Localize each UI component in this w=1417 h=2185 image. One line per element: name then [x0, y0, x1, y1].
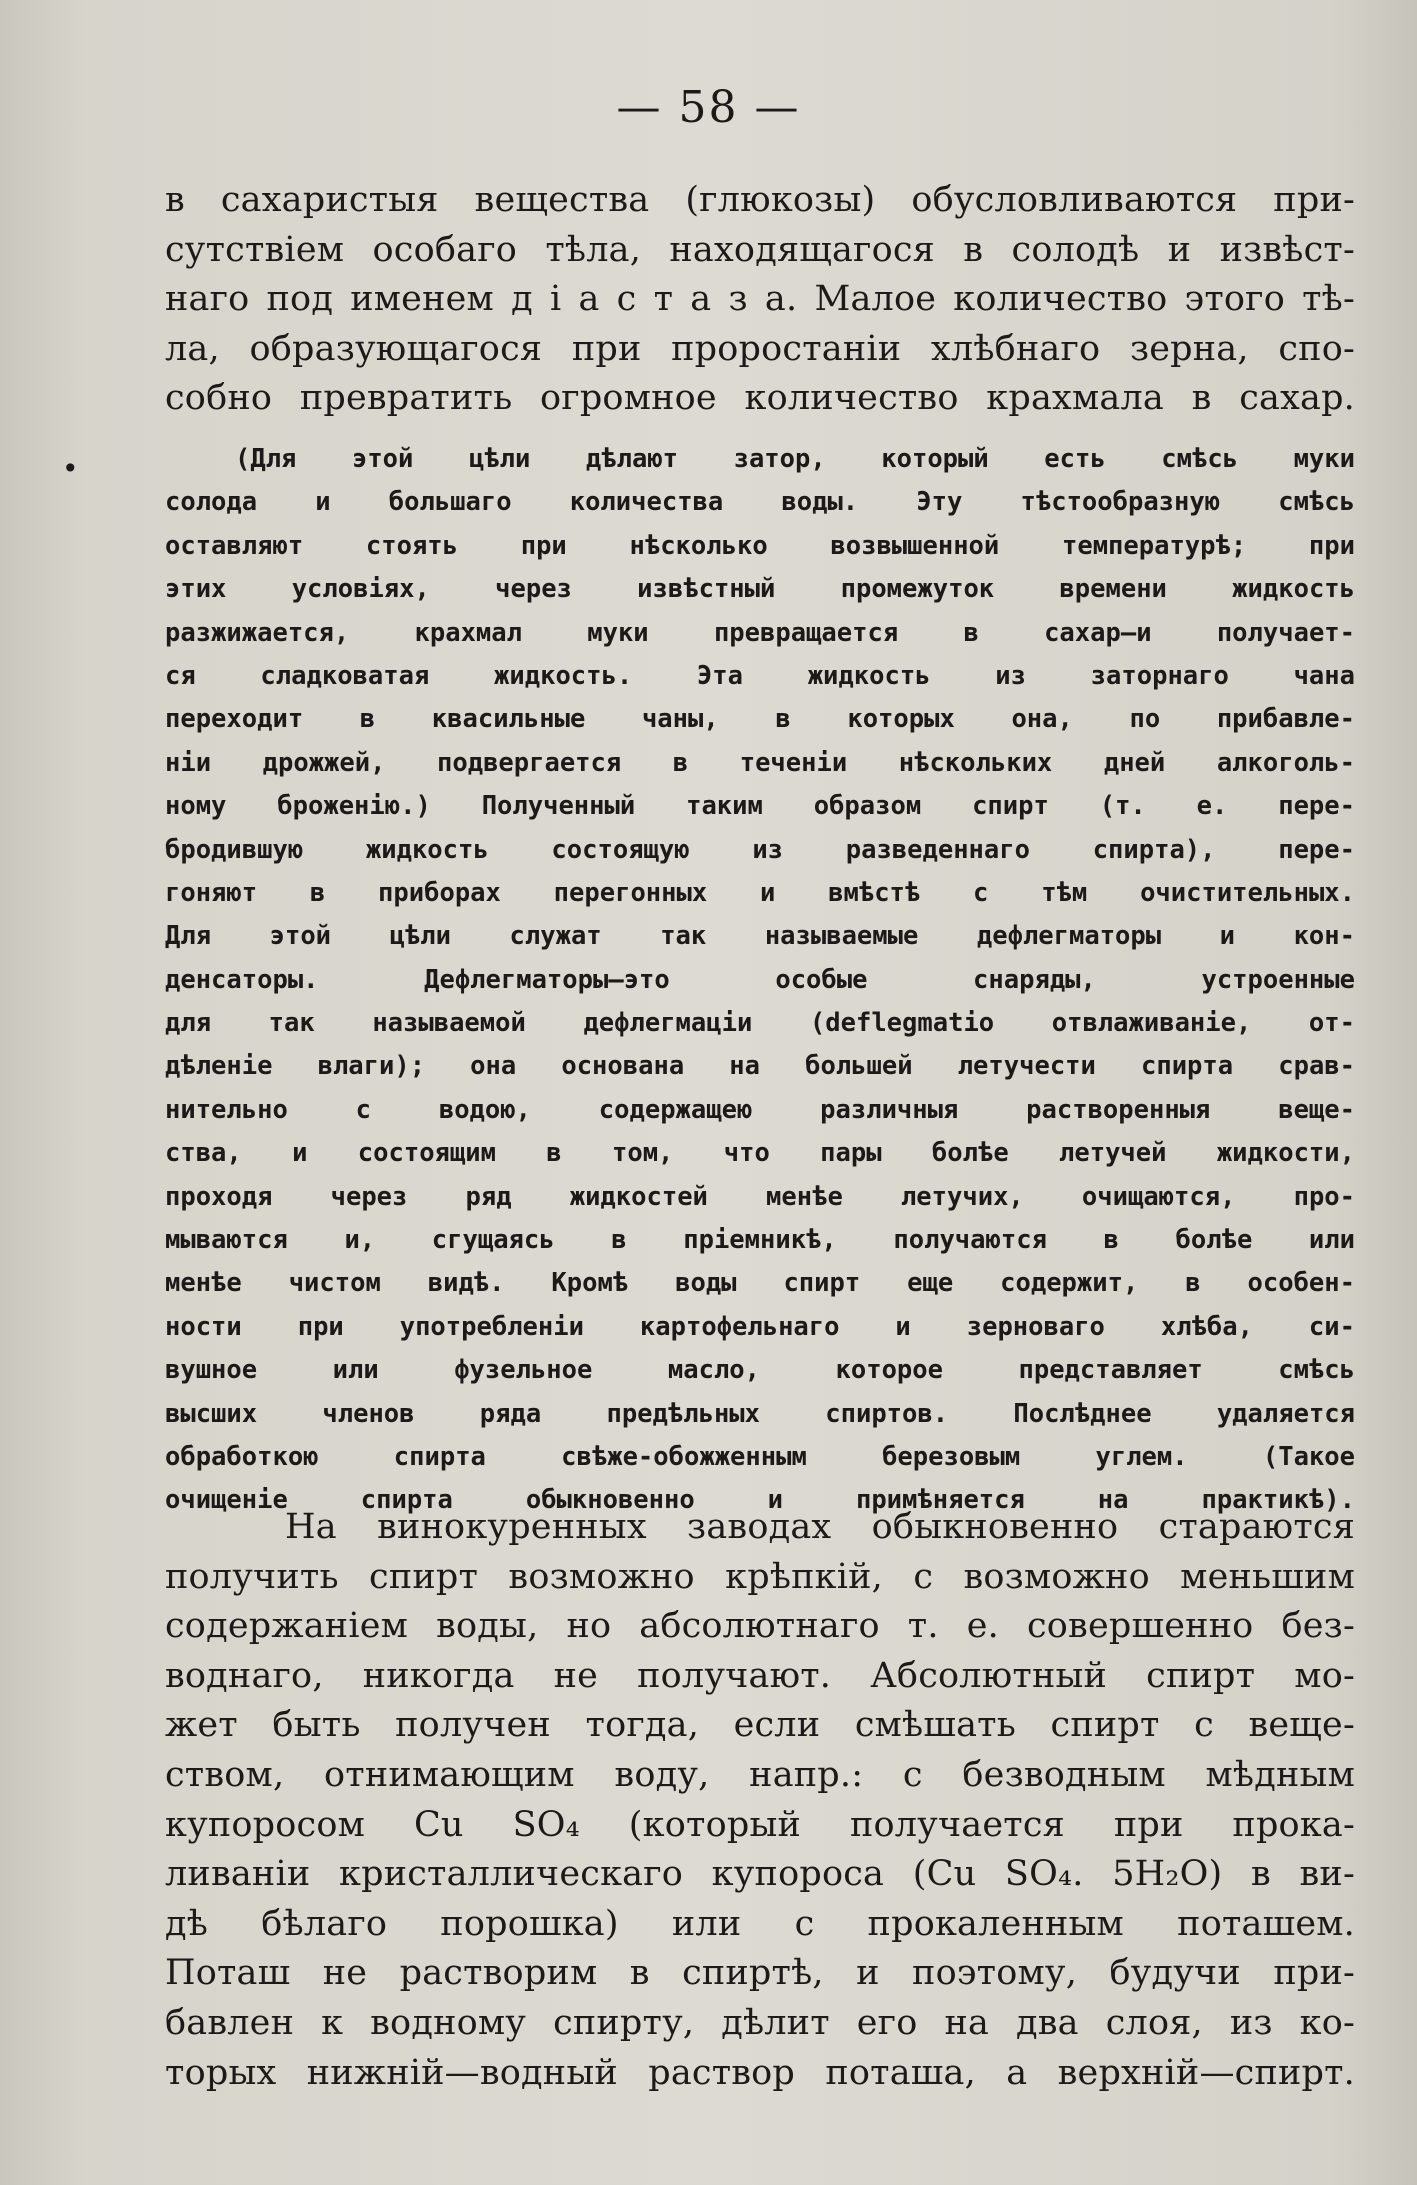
text-line: этих условіях, через извѣстный промежуток времени жидкость [165, 574, 1355, 605]
text-line: жет быть получен тогда, если смѣшать спирт с веще- [165, 1705, 1355, 1746]
text-line: собно превратить огромное количество крахмала в сахар. [165, 378, 1355, 419]
text-line: обработкою спирта свѣже-обожженным березовым углем. (Такое [165, 1441, 1355, 1472]
text-line: ла, образующагося при проростаніи хлѣбнаго зерна, спо- [165, 328, 1355, 369]
text-line: мываются и, сгущаясь в пріемникѣ, получаются в болѣе или [165, 1225, 1355, 1256]
text-line: нительно с водою, содержащею различныя растворенныя веще- [165, 1094, 1355, 1125]
text-line: в сахаристыя вещества (глюкозы) обусловливаются при- [165, 180, 1355, 220]
text-line: На винокуренных заводах обыкновенно стараются [285, 1507, 1355, 1547]
margin-mark: • [62, 452, 79, 485]
paragraph-1 [165, 176, 1355, 424]
text-line: очищеніе спирта обыкновенно и примѣняется на практикѣ). [165, 1485, 1355, 1516]
text-line: оставляют стоять при нѣсколько возвышенной температурѣ; при [165, 530, 1355, 561]
text-line: Поташ не растворим в спиртѣ, и поэтому, будучи при- [165, 1953, 1355, 1994]
text-line: ства, и состоящим в том, что пары болѣе летучей жидкости, [165, 1138, 1355, 1169]
text-line: (Для этой цѣли дѣлают затор, который есть смѣсь муки [235, 444, 1355, 474]
text-line: купоросом Cu SO₄ (который получается при прока- [165, 1804, 1355, 1845]
text-line: солода и большаго количества воды. Эту тѣстообразную смѣсь [165, 487, 1355, 518]
text-line: ніи дрожжей, подвергается в теченіи нѣскольких дней алкоголь- [165, 747, 1355, 778]
page-number: — 58 — [616, 82, 801, 133]
text-line: переходит в квасильные чаны, в которых она, по прибавле- [165, 704, 1355, 735]
text-line: гоняют в приборах перегонных и вмѣстѣ с тѣм очистительных. [165, 877, 1355, 908]
text-line: торых нижній—водный раствор поташа, а верхній—спирт. [165, 2052, 1355, 2093]
text-line: проходя через ряд жидкостей менѣе летучих, очищаются, про- [165, 1181, 1355, 1212]
text-line: дѣ бѣлаго порошка) или с прокаленным поташем. [165, 1903, 1355, 1944]
text-line: ливаніи кристаллическаго купороса (Cu SO₄. 5H₂O) в ви- [165, 1854, 1355, 1895]
text-line: наго под именем д і а с т а з а. Малое количество этого тѣ- [165, 279, 1355, 320]
text-line: сутствіем особаго тѣла, находящагося в солодѣ и извѣст- [165, 229, 1355, 270]
text-line: разжижается, крахмал муки превращается в сахар—и получает- [165, 617, 1355, 648]
text-line: воднаго, никогда не получают. Абсолютный спирт мо- [165, 1655, 1355, 1696]
text-line: высших членов ряда предѣльных спиртов. Послѣднее удаляется [165, 1398, 1355, 1429]
text-line: получить спирт возможно крѣпкій, с возможно меньшим [165, 1556, 1355, 1597]
paragraph-2-small-print [165, 438, 1355, 1523]
text-line: менѣе чистом видѣ. Кромѣ воды спирт еще содержит, в особен- [165, 1268, 1355, 1299]
text-line: содержаніем воды, но абсолютнаго т. е. совершенно без- [165, 1606, 1355, 1647]
text-line: бавлен к водному спирту, дѣлит его на два слоя, из ко- [165, 2002, 1355, 2043]
text-line: ся сладковатая жидкость. Эта жидкость из заторнаго чана [165, 660, 1355, 691]
text-line: дѣленіе влаги); она основана на большей летучести спирта срав- [165, 1051, 1355, 1082]
text-line: ности при употребленіи картофельнаго и зерноваго хлѣба, си- [165, 1311, 1355, 1342]
text-line: ному броженію.) Полученный таким образом спирт (т. е. пере- [165, 791, 1355, 822]
text-line: Для этой цѣли служат так называемые дефлегматоры и кон- [165, 921, 1355, 952]
paragraph-3 [165, 1503, 1355, 2098]
text-line: ством, отнимающим воду, напр.: с безводным мѣдным [165, 1754, 1355, 1795]
text-line: вушное или фузельное масло, которое представляет смѣсь [165, 1355, 1355, 1386]
text-line: денсаторы. Дефлегматоры—это особые снаряды, устроенные [165, 964, 1355, 995]
text-line: для так называемой дефлегмаціи (deflegmatio отвлаживаніе, от- [165, 1008, 1355, 1039]
text-line: бродившую жидкость состоящую из разведеннаго спирта), пере- [165, 834, 1355, 865]
